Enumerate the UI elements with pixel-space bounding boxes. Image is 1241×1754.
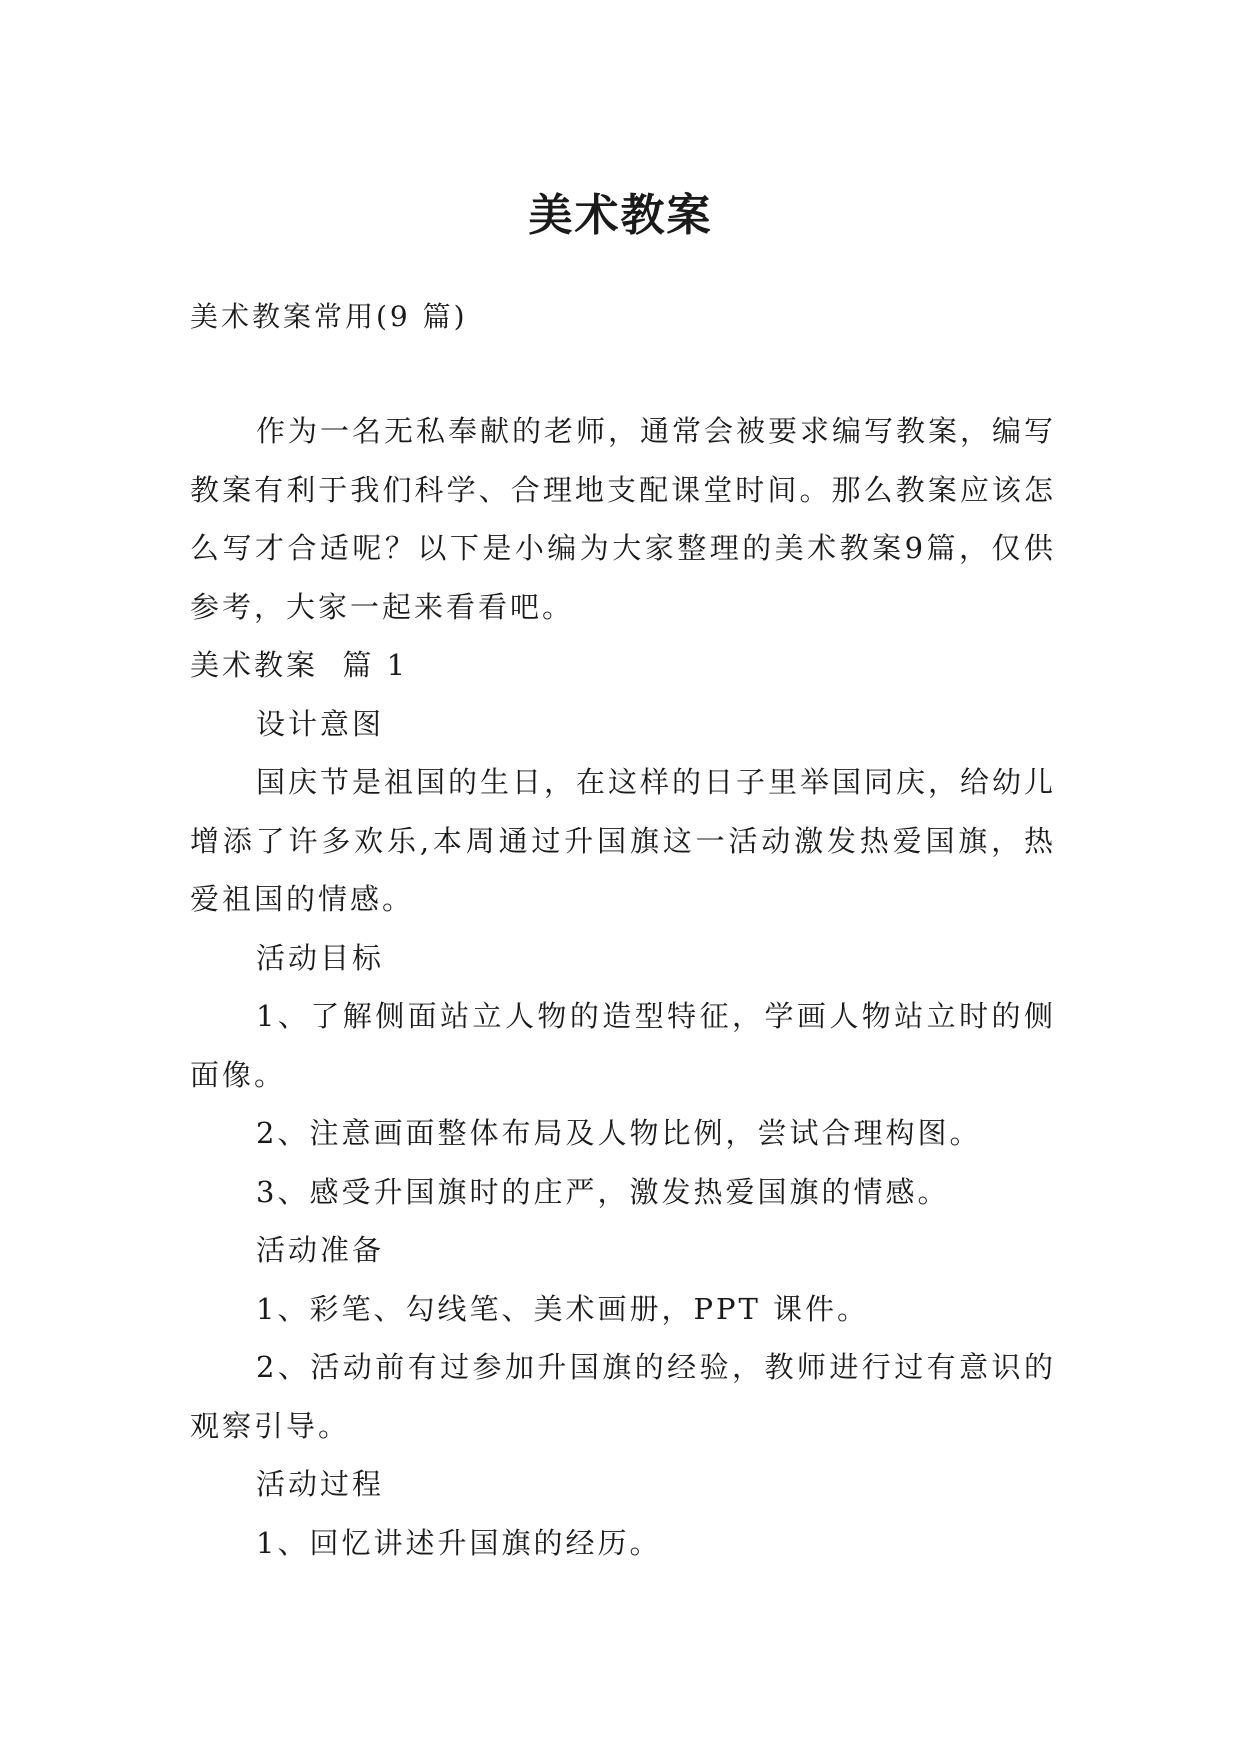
document-subtitle: 美术教案常用(9 篇): [190, 300, 468, 333]
goal-item-1: 1、了解侧面站立人物的造型特征，学画人物站立时的侧面像。: [190, 999, 1056, 1092]
document-body: [190, 402, 1056, 1572]
prep-heading: 活动准备: [256, 1233, 385, 1267]
process-item-1: 1、回忆讲述升国旗的经历。: [256, 1525, 662, 1560]
document-title: 美术教案: [528, 190, 713, 242]
goals-heading: 活动目标: [256, 940, 385, 975]
process-heading: 活动过程: [256, 1467, 385, 1501]
prep-item-2: 2、活动前有过参加升国旗的经验，教师进行过有意识的观察引导。: [190, 1350, 1056, 1443]
goal-item-2: 2、注意画面整体布局及人物比例，尝试合理构图。: [256, 1116, 982, 1150]
design-paragraph: 国庆节是祖国的生日，在这样的日子里举国同庆，给幼儿增添了许多欢乐,本周通过升国旗这一活动激发热爱国旗，热爱祖国的情感。: [190, 765, 1057, 916]
prep-item-1: 1、彩笔、勾线笔、美术画册，PPT 课件。: [256, 1291, 870, 1326]
goal-item-3: 3、感受升国旗时的庄严，激发热爱国旗的情感。: [256, 1174, 950, 1209]
design-heading: 设计意图: [256, 706, 385, 741]
intro-paragraph: 作为一名无私奉献的老师，通常会被要求编写教案，编写教案有利于我们科学、合理地支配课堂时间。那么教案应该怎么写才合适呢？以下是小编为大家整理的美术教案9篇，仅供参考，大家一起来看看吧。: [190, 414, 1057, 624]
section-heading: 美术教案 篇 1: [190, 648, 409, 682]
